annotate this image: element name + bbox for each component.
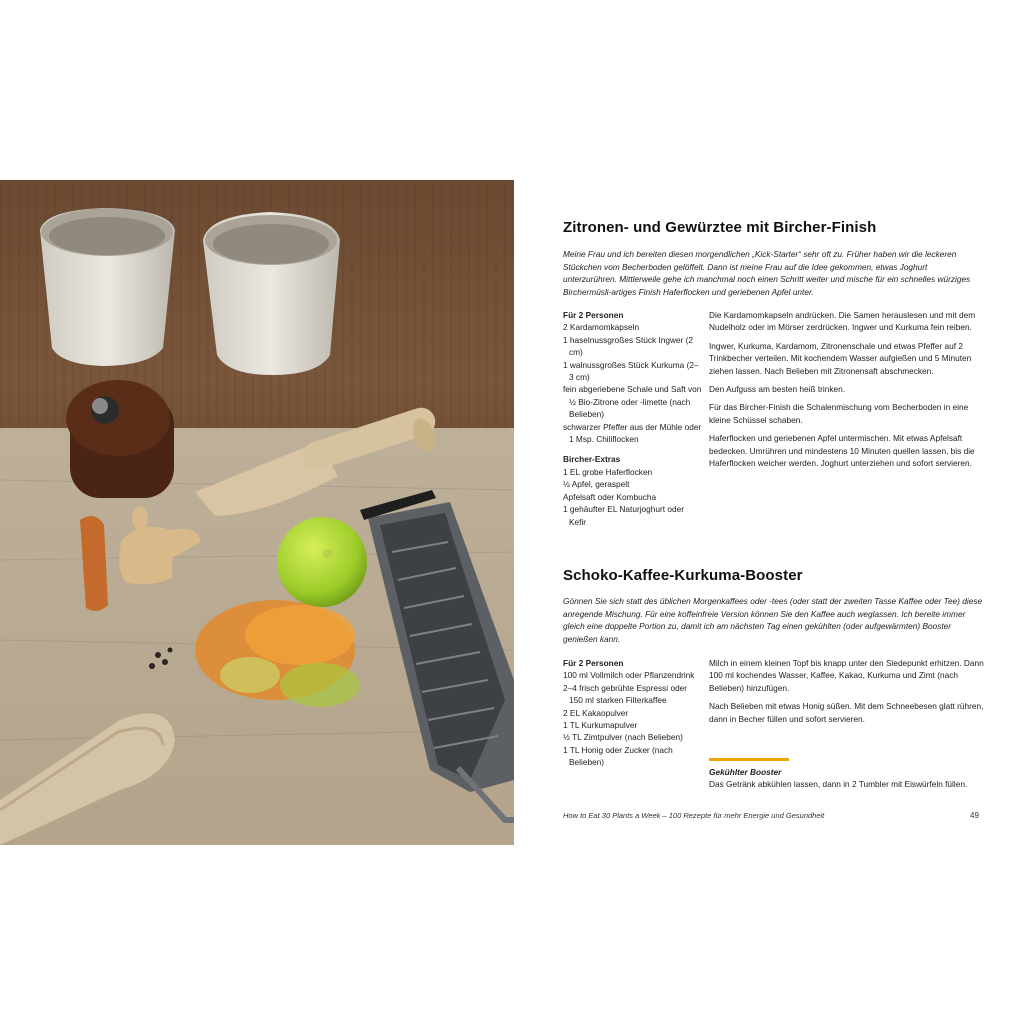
ingredient-item: fein abgeriebene Schale und Saft von ½ Bio-Zitrone oder -limette (nach Belieben) (563, 384, 702, 420)
recipe2-ingredients (563, 657, 703, 769)
recipe-photo (0, 180, 514, 845)
recipe2-ingredients-heading: Für 2 Personen (563, 658, 624, 668)
ingredient-item: 100 ml Vollmilch oder Pflanzendrink (563, 670, 695, 681)
step-paragraph: Milch in einem kleinen Topf bis knapp unter den Siedepunkt erhitzen. Dann 100 ml kochendes Wasser, Kaffee, Kakao, Kurkuma und Zimt (nach Belieben) hinzufügen. (709, 658, 984, 693)
book-title-footer: How to Eat 30 Plants a Week – 100 Rezepte für mehr Energie und Gesundheit (563, 811, 825, 820)
step-paragraph: Die Kardamomkapseln andrücken. Die Samen herauslesen und mit dem Nudelholz oder im Mörser zerdrücken. Ingwer und Kurkuma fein reiben. (709, 310, 976, 333)
ingredient-item: 2 Kardamomkapseln (563, 322, 640, 333)
recipe2-title: Schoko-Kaffee-Kurkuma-Booster (563, 567, 803, 584)
ingredient-item: 1 haselnussgroßes Stück Ingwer (2 cm) (563, 334, 694, 358)
extra-item: Apfelsaft oder Kombucha (563, 491, 657, 502)
page-number: 49 (970, 811, 979, 820)
cup-left (40, 208, 175, 366)
extra-item: 1 gehäufter EL Naturjoghurt oder Kefir (563, 504, 684, 527)
step-paragraph: Haferflocken und geriebenen Apfel untermischen. Mit etwas Apfelsaft bedecken. Umrühren und mindestens 10 Minuten quellen lassen, bis die Haferflocken weicher werden. Joghurt unterziehen und sofort servieren. (709, 433, 975, 469)
tip-title: Gekühlter Booster (709, 767, 782, 777)
pepper-mill (66, 380, 174, 498)
step-paragraph: Den Aufguss am besten heiß trinken. (709, 384, 846, 395)
tip-text: Das Getränk abkühlen lassen, dann in 2 Tumbler mit Eiswürfeln füllen. (709, 779, 968, 789)
photo-illustration (0, 180, 514, 845)
step-paragraph: Ingwer, Kurkuma, Kardamom, Zitronenschale und etwas Pfeffer auf 2 Trinkbecher verteilen. Mit kochendem Wasser aufgießen und 5 Minuten ziehen lassen. Nach Belieben mit Zitronensaft abschmecken. (709, 340, 972, 376)
recipe1-ingredients (563, 309, 703, 528)
step-paragraph: Für das Bircher-Finish die Schalenmischung vom Becherboden in eine kleine Schüssel schaben. (709, 402, 969, 425)
extra-item: ½ Apfel, geraspelt (563, 479, 630, 490)
recipe1-intro-text: Meine Frau und ich bereiten diesen morgendlichen „Kick-Starter“ sehr oft zu. Früher haben wir die leckeren Stückchen vom Becherboden gelöffelt. Dann ist meine Frau auf die Idee gekommen, etwas Joghurt unterzurühren. Mittlerweile gehe ich manchmal noch einen Schritt weiter und mische für ein schnelles würziges Birchermüsli-artiges Finish Haferflocken und geriebenen Apfel unter. (563, 249, 971, 297)
ingredient-item: ½ TL Zimtpulver (nach Belieben) (563, 732, 683, 743)
cup-right (203, 212, 340, 375)
recipe1-extras-heading: Bircher-Extras (563, 454, 621, 465)
ingredient-item: 1 walnussgroßes Stück Kurkuma (2–3 cm) (563, 359, 699, 383)
recipe2-intro-text: Gönnen Sie sich statt des üblichen Morgenkaffees oder -tees (oder statt der zweiten Tasse Kaffee oder Tee) diese anregende Mischung. Für eine koffeinfreie Version können Sie den Kaffee auch weglassen. Ich bereite immer gleich eine doppelte Portion zu, damit ich am nächsten Tag einen gekühlten (oder aufgewärmten) Booster genießen kann. (563, 596, 983, 644)
tip-accent-bar (709, 758, 789, 761)
recipe1-intro (563, 248, 983, 298)
ingredient-item: 1 TL Kurkumapulver (563, 720, 638, 731)
step-paragraph: Nach Belieben mit etwas Honig süßen. Mit dem Schneebesen glatt rühren, dann in Becher füllen und sofort servieren. (709, 701, 984, 724)
recipe2-intro (563, 595, 983, 645)
ingredient-item: 2 EL Kakaopulver (563, 707, 629, 718)
recipe1-title: Zitronen- und Gewürztee mit Bircher-Finish (563, 219, 877, 236)
lime (277, 517, 367, 607)
recipe1-ingredients-heading: Für 2 Personen (563, 310, 624, 320)
ingredient-item: 2–4 frisch gebrühte Espressi oder 150 ml starken Filterkaffee (563, 682, 688, 706)
recipe1-steps (709, 309, 985, 475)
ingredient-item: schwarzer Pfeffer aus der Mühle oder 1 Msp. Chiliflocken (563, 421, 702, 445)
extra-item: 1 EL grobe Haferflocken (563, 466, 653, 477)
recipe2-steps (709, 657, 985, 731)
ingredient-item: 1 TL Honig oder Zucker (nach Belieben) (563, 744, 673, 768)
